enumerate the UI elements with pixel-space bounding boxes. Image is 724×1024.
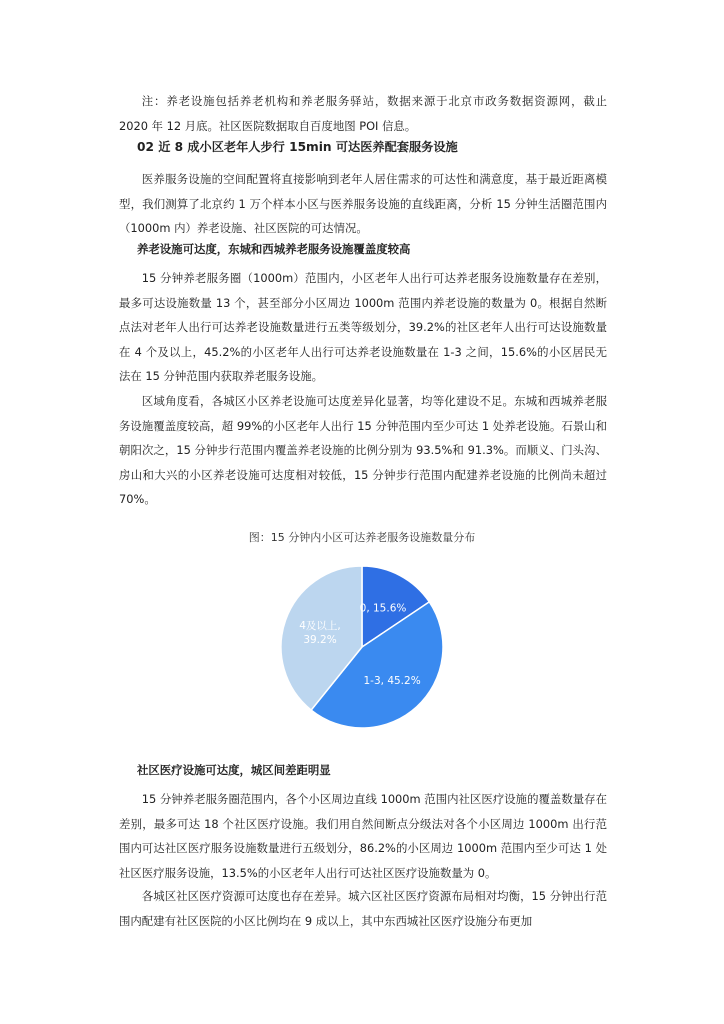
paragraph-medical-access: 15 分钟养老服务圈范围内，各个小区周边直线 1000m 范围内社区医疗设施的覆盖数量存在差别，最多可达 18 个社区医疗设施。我们用自然间断点分级法对各个小区周边 1000m 出行范围内可达社区医疗服务设施数量进行五级划分，86.2%的小区周边 1000m 范围内至少可达 1 处社区医疗服务设施，13.5%的小区老年人出行可达社区医疗设施数量为 0。 bbox=[119, 792, 607, 880]
pie-chart bbox=[260, 558, 464, 736]
chart-title: 图：15 分钟内小区可达养老服务设施数量分布 bbox=[248, 531, 476, 544]
intro-paragraph: 医养服务设施的空间配置将直接影响到老年人居住需求的可达性和满意度，基于最近距离模型，我们测算了北京约 1 万个样本小区与医养服务设施的直线距离，分析 15 分钟生活圈范围内（1000m 内）养老设施、社区医院的可达情况。 bbox=[119, 172, 607, 235]
paragraph-district-comparison: 区域角度看，各城区小区养老设施可达度差异化显著，均等化建设不足。东城和西城养老服务设施覆盖度较高，超 99%的小区老年人出行 15 分钟范围内至少可达 1 处养老设施。石景山和朝阳次之，15 分钟步行范围内覆盖养老设施的比例分别为 93.5%和 91.3%。而顺义、门头沟、房山和大兴的小区养老设施可达度相对较低，15 分钟步行范围内配建养老设施的比例尚未超过 70%。 bbox=[119, 394, 607, 506]
data-source-note: 注：养老设施包括养老机构和养老服务驿站，数据来源于北京市政务数据资源网，截止 2020 年 12 月底。社区医院数据取自百度地图 POI 信息。 bbox=[119, 94, 607, 133]
subsection-title-elderly-facilities: 养老设施可达度，东城和西城养老服务设施覆盖度较高 bbox=[137, 242, 411, 256]
pie-label-0: 0, 15.6% bbox=[359, 602, 407, 615]
paragraph-elderly-access: 15 分钟养老服务圈（1000m）范围内，小区老年人出行可达养老服务设施数量存在差别，最多可达设施数量 13 个，甚至部分小区周边 1000m 范围内养老设施的数量为 0。根据自然断点法对老年人出行可达养老设施数量进行五类等级划分，39.2%的社区老年人出行可达设施数量在 4 个及以上，45.2%的小区老年人出行可达养老设施数量在 1-3 之间，15.6%的小区居民无法在 15 分钟范围内获取养老服务设施。 bbox=[119, 271, 607, 383]
pie-label-1-3: 1-3, 45.2% bbox=[363, 674, 421, 687]
section-title: 02 近 8 成小区老年人步行 15min 可达医养配套服务设施 bbox=[137, 140, 458, 154]
subsection-title-medical-facilities: 社区医疗设施可达度，城区间差距明显 bbox=[137, 763, 331, 777]
pie-label-4及以上: 4及以上, 39.2% bbox=[299, 620, 341, 647]
paragraph-medical-districts: 各城区社区医疗资源可达度也存在差异。城六区社区医疗资源布局相对均衡，15 分钟出行范围内配建有社区医院的小区比例均在 9 成以上，其中东西城社区医疗设施分布更加 bbox=[119, 889, 607, 928]
